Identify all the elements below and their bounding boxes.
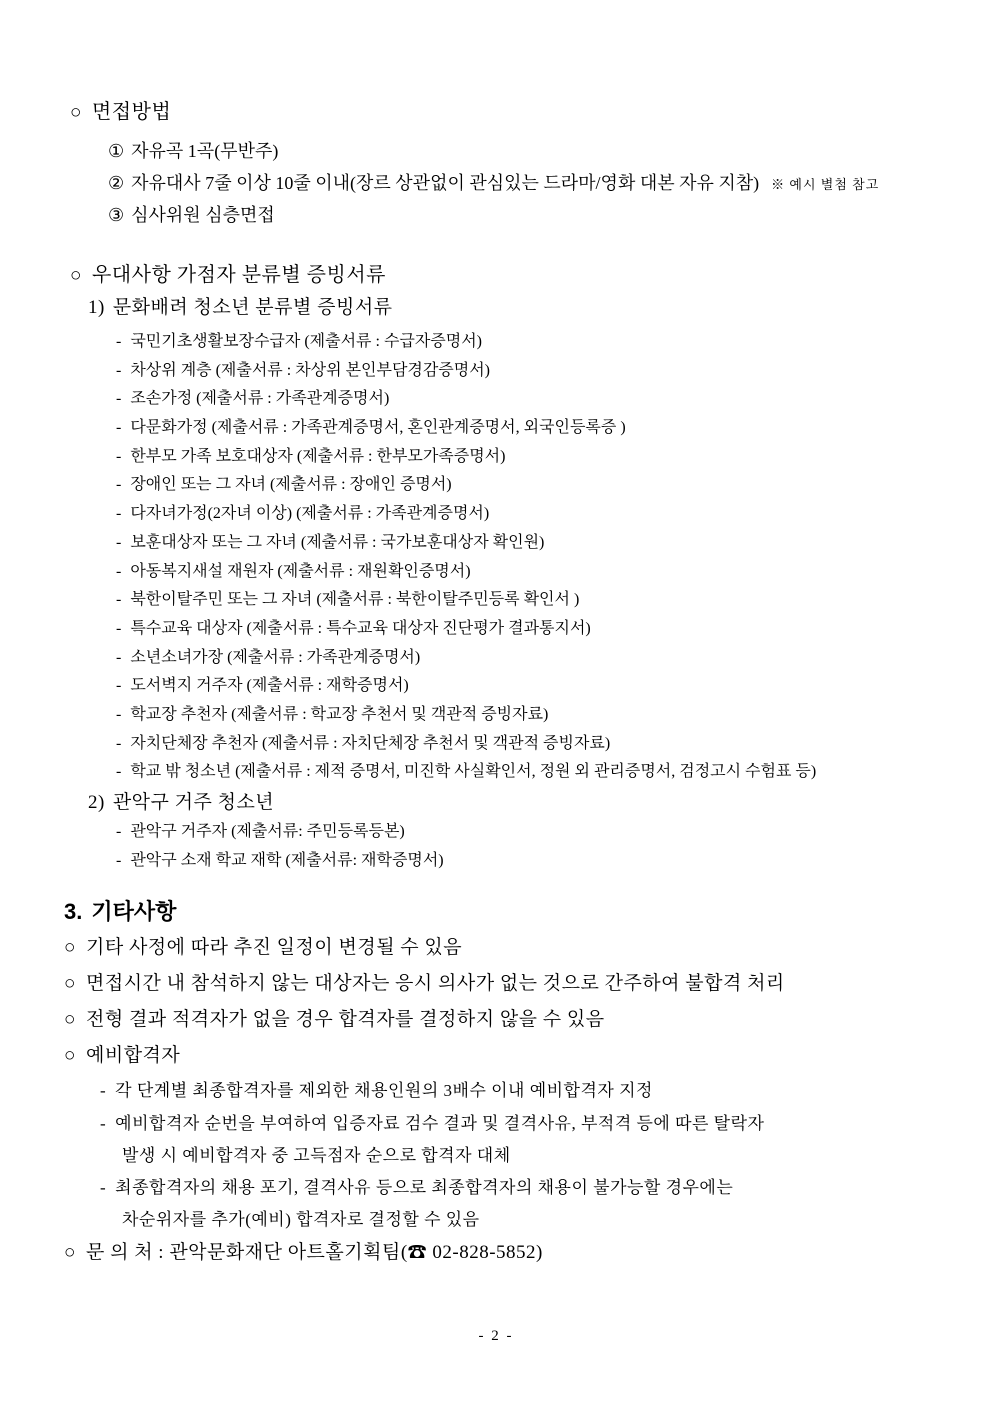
sub-item-continuation xyxy=(122,1145,992,1177)
dash-marker: - xyxy=(100,1081,107,1101)
reference-note: ※ 예시 별첨 참고 xyxy=(771,177,880,192)
list-item-text: 자치단체장 추천자 (제출서류 : 자치단체장 추천서 및 객관적 증빙자료) xyxy=(130,734,611,752)
dash-marker: - xyxy=(116,734,122,752)
list-item xyxy=(116,389,992,418)
list-item-text: 특수교육 대상자 (제출서류 : 특수교육 대상자 진단평가 결과통지서) xyxy=(130,619,591,637)
list-item xyxy=(116,332,992,361)
etc-bullet-2 xyxy=(64,972,992,1008)
sub-item-text: 최종합격자의 채용 포기, 결격사유 등으로 최종합격자의 채용이 불가능할 경우에는 xyxy=(115,1177,734,1197)
list-item xyxy=(116,705,992,734)
sub-item xyxy=(100,1113,992,1145)
dash-marker: - xyxy=(116,562,122,580)
list-item-text: 관악구 거주자 (제출서류: 주민등록등본) xyxy=(130,823,405,840)
dash-marker: - xyxy=(116,333,122,350)
etc-bullet-3 xyxy=(64,1008,992,1044)
section-title: 우대사항 가점자 분류별 증빙서류 xyxy=(91,264,386,286)
circle-bullet-icon: ○ xyxy=(70,102,82,123)
dash-marker: - xyxy=(116,677,122,695)
etc-bullet-text: 예비합격자 xyxy=(85,1045,181,1067)
list-item xyxy=(116,590,992,619)
list-item-text: 조손가정 (제출서류 : 가족관계증명서) xyxy=(130,390,390,408)
list-item xyxy=(116,504,992,533)
dash-marker: - xyxy=(116,591,122,609)
dash-marker: - xyxy=(116,419,122,437)
dash-marker: - xyxy=(116,648,122,666)
page-number: - 2 - xyxy=(478,1328,514,1344)
list-item xyxy=(116,762,992,791)
dash-marker: - xyxy=(116,823,122,840)
etc-bullet-text: 전형 결과 적격자가 없을 경우 합격자를 결정하지 않을 수 있음 xyxy=(85,1009,605,1031)
section-title: 기타사항 xyxy=(91,899,177,925)
sub-item-text: 차순위자를 추가(예비) 합격자로 결정할 수 있음 xyxy=(122,1210,480,1230)
circle-bullet-icon: ○ xyxy=(64,937,76,959)
list-item-text: 차상위 계층 (제출서류 : 차상위 본인부담경감증명서) xyxy=(130,361,491,379)
interview-item-text: 심사위원 심층면접 xyxy=(131,205,275,225)
dash-marker: - xyxy=(116,476,122,494)
interview-item-3 xyxy=(108,204,992,234)
dash-marker: - xyxy=(116,851,122,869)
section-interview-heading xyxy=(70,100,992,140)
list-item xyxy=(116,447,992,476)
circle-bullet-icon: ○ xyxy=(70,265,82,286)
list-item-text: 다문화가정 (제출서류 : 가족관계증명서, 혼인관계증명서, 외국인등록증 ) xyxy=(130,419,626,437)
dash-marker: - xyxy=(116,533,122,551)
etc-bullet-text: 면접시간 내 참석하지 않는 대상자는 응시 의사가 없는 것으로 간주하여 불합격 처리 xyxy=(85,973,785,995)
section-number: 3. xyxy=(64,899,83,925)
interview-item-text: 자유대사 7줄 이상 10줄 이내(장르 상관없이 관심있는 드라마/영화 대본 자유 지참) xyxy=(131,173,760,193)
spacer xyxy=(0,234,992,263)
list-item xyxy=(116,361,992,390)
interview-item-1 xyxy=(108,140,992,172)
list-item-text: 장애인 또는 그 자녀 (제출서류 : 장애인 증명서) xyxy=(130,476,452,494)
sub-item-text: 각 단계별 최종합격자를 제외한 채용인원의 3배수 이내 예비합격자 지정 xyxy=(115,1081,653,1101)
dash-marker: - xyxy=(116,619,122,637)
list-item xyxy=(116,648,992,677)
circle-bullet-icon: ○ xyxy=(64,973,76,995)
circle-bullet-icon: ○ xyxy=(64,1009,76,1031)
list-item xyxy=(116,533,992,562)
contact-text: 문 의 처 : 관악문화재단 아트홀기획팀(☎ 02-828-5852) xyxy=(85,1242,543,1264)
section-etc-heading xyxy=(64,899,992,936)
list-item xyxy=(116,734,992,763)
etc-bullet-4 xyxy=(64,1044,992,1080)
dash-marker: - xyxy=(116,361,122,379)
list-item-text: 국민기초생활보장수급자 (제출서류 : 수급자증명서) xyxy=(130,333,483,350)
list-item-text: 소년소녀가장 (제출서류 : 가족관계증명서) xyxy=(130,648,421,666)
circled-number-icon: ② xyxy=(108,173,125,193)
list-item xyxy=(116,851,992,880)
etc-bullet-text: 기타 사정에 따라 추진 일정이 변경될 수 있음 xyxy=(85,937,463,959)
circle-bullet-icon: ○ xyxy=(64,1045,76,1067)
sub-item xyxy=(100,1080,992,1112)
etc-bullet-contact xyxy=(64,1241,992,1277)
list-item-text: 다자녀가정(2자녀 이상) (제출서류 : 가족관계증명서) xyxy=(130,505,490,523)
dash-marker: - xyxy=(116,505,122,523)
list-item xyxy=(116,475,992,504)
list-item xyxy=(116,822,992,851)
list-item-text: 한부모 가족 보호대상자 (제출서류 : 한부모가족증명서) xyxy=(130,447,506,465)
dash-marker: - xyxy=(116,705,122,723)
group-label: 2) xyxy=(88,792,105,813)
group-label: 1) xyxy=(88,297,105,318)
list-item-text: 도서벽지 거주자 (제출서류 : 재학증명서) xyxy=(130,677,409,695)
sub-item-text: 예비합격자 순번을 부여하여 입증자료 검수 결과 및 결격사유, 부적격 등에 따른 탈락자 xyxy=(115,1113,765,1133)
etc-bullet-1 xyxy=(64,936,992,972)
dash-marker: - xyxy=(116,763,122,781)
group-title: 문화배려 청소년 분류별 증빙서류 xyxy=(112,297,393,318)
list-item-text: 북한이탈주민 또는 그 자녀 (제출서류 : 북한이탈주민등록 확인서 ) xyxy=(130,591,580,609)
sub-item-continuation xyxy=(122,1209,992,1241)
dash-marker: - xyxy=(100,1177,107,1197)
list-item xyxy=(116,562,992,591)
circled-number-icon: ① xyxy=(108,141,125,161)
list-item-text: 관악구 소재 학교 재학 (제출서류: 재학증명서) xyxy=(130,851,444,869)
list-item-text: 학교장 추천자 (제출서류 : 학교장 추천서 및 객관적 증빙자료) xyxy=(130,705,549,723)
list-item-text: 학교 밖 청소년 (제출서류 : 제적 증명서, 미진학 사실확인서, 정원 외 관리증명서, 검정고시 수험표 등) xyxy=(130,763,817,781)
list-item-text: 보훈대상자 또는 그 자녀 (제출서류 : 국가보훈대상자 확인원) xyxy=(130,533,545,551)
dash-marker: - xyxy=(116,447,122,465)
sub-item xyxy=(100,1177,992,1209)
list-item xyxy=(116,418,992,447)
group-2-heading xyxy=(88,791,992,822)
section-preference-heading xyxy=(70,263,992,296)
group-title: 관악구 거주 청소년 xyxy=(112,792,275,813)
list-item-text: 아동복지새설 재원자 (제출서류 : 재원확인증명서) xyxy=(130,562,471,580)
sub-item-text: 발생 시 예비합격자 중 고득점자 순으로 합격자 대체 xyxy=(122,1145,511,1165)
group-1-heading xyxy=(88,296,992,332)
list-item xyxy=(116,619,992,648)
dash-marker: - xyxy=(116,390,122,408)
section-title: 면접방법 xyxy=(91,101,172,123)
interview-item-text: 자유곡 1곡(무반주) xyxy=(131,141,279,161)
interview-item-2 xyxy=(108,172,992,204)
list-item xyxy=(116,676,992,705)
circle-bullet-icon: ○ xyxy=(64,1242,76,1264)
dash-marker: - xyxy=(100,1113,107,1133)
circled-number-icon: ③ xyxy=(108,205,125,225)
